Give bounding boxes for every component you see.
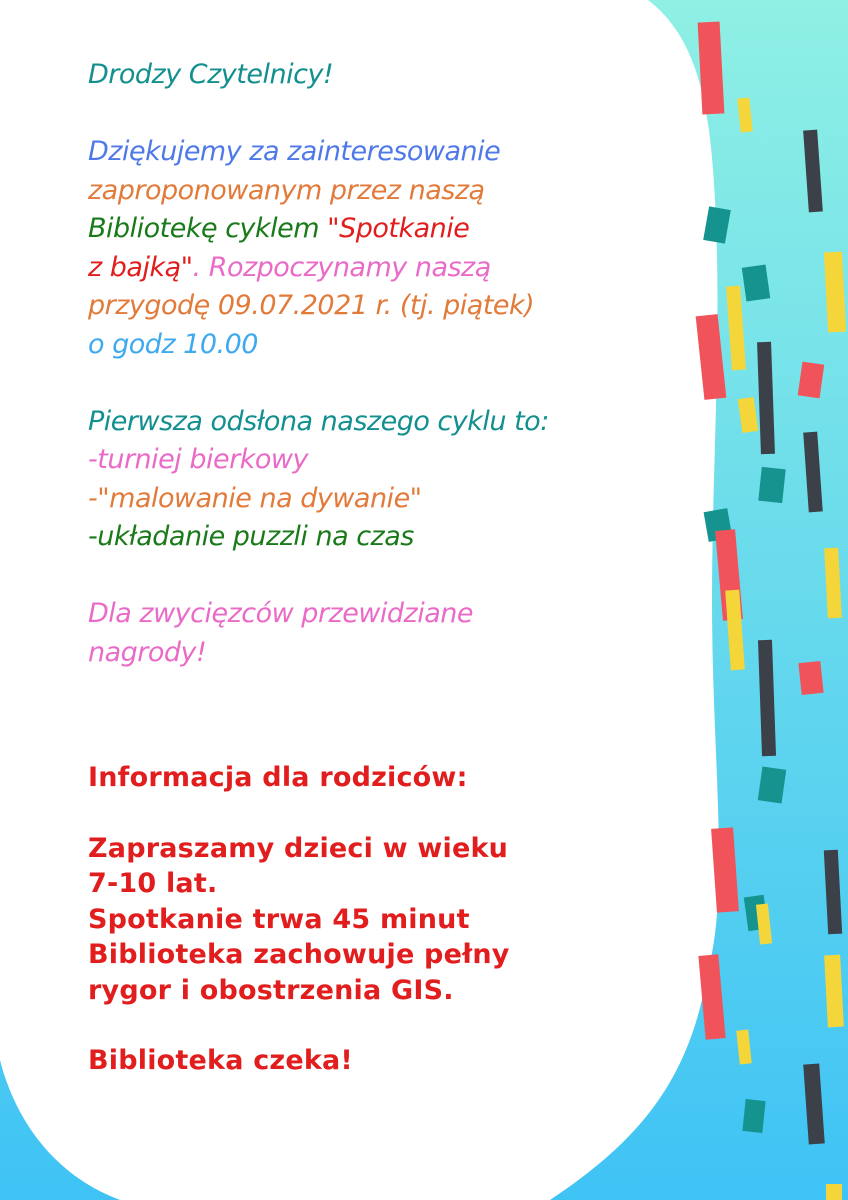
parents-line-2: 7-10 lat. <box>88 868 218 899</box>
intro-line-4-end: . Rozpoczynamy naszą <box>192 251 491 283</box>
intro-line-3 <box>88 210 688 249</box>
intro-line-6: o godz 10.00 <box>88 328 258 360</box>
program-heading: Pierwsza odsłona naszego cyklu to: <box>88 405 549 437</box>
prizes-line-1: Dla zwycięzców przewidziane <box>88 598 474 629</box>
event-name-start: "Spotkanie <box>327 213 470 244</box>
greeting: Drodzy Czytelnicy! <box>88 59 334 90</box>
intro-line-5: przygodę 09.07.2021 r. (tj. piątek) <box>88 290 535 321</box>
intro-line-4 <box>88 249 688 288</box>
intro-line-1: Dziękujemy za zainteresowanie <box>88 136 501 167</box>
parents-line-1: Zapraszamy dzieci w wieku <box>88 832 509 864</box>
prizes-line-2: nagrody! <box>88 636 207 668</box>
intro-line-3-start: Bibliotekę cyklem <box>88 213 328 244</box>
parents-line-4: Biblioteka zachowuje pełny <box>88 939 510 970</box>
program-item: -układanie puzzli na czas <box>88 521 414 552</box>
intro-line-2: zaproponowanym przez naszą <box>88 174 485 206</box>
event-name-end: z bajką" <box>88 251 193 283</box>
closing-line: Biblioteka czeka! <box>88 1045 353 1076</box>
program-item: -turniej bierkowy <box>88 444 308 475</box>
letter-text <box>88 56 688 1079</box>
parents-line-5: rygor i obostrzenia GIS. <box>88 974 454 1006</box>
parents-heading: Informacja dla rodziców: <box>88 762 468 793</box>
parents-line-3: Spotkanie trwa 45 minut <box>88 903 470 935</box>
program-item: -"malowanie na dywanie" <box>88 482 422 514</box>
